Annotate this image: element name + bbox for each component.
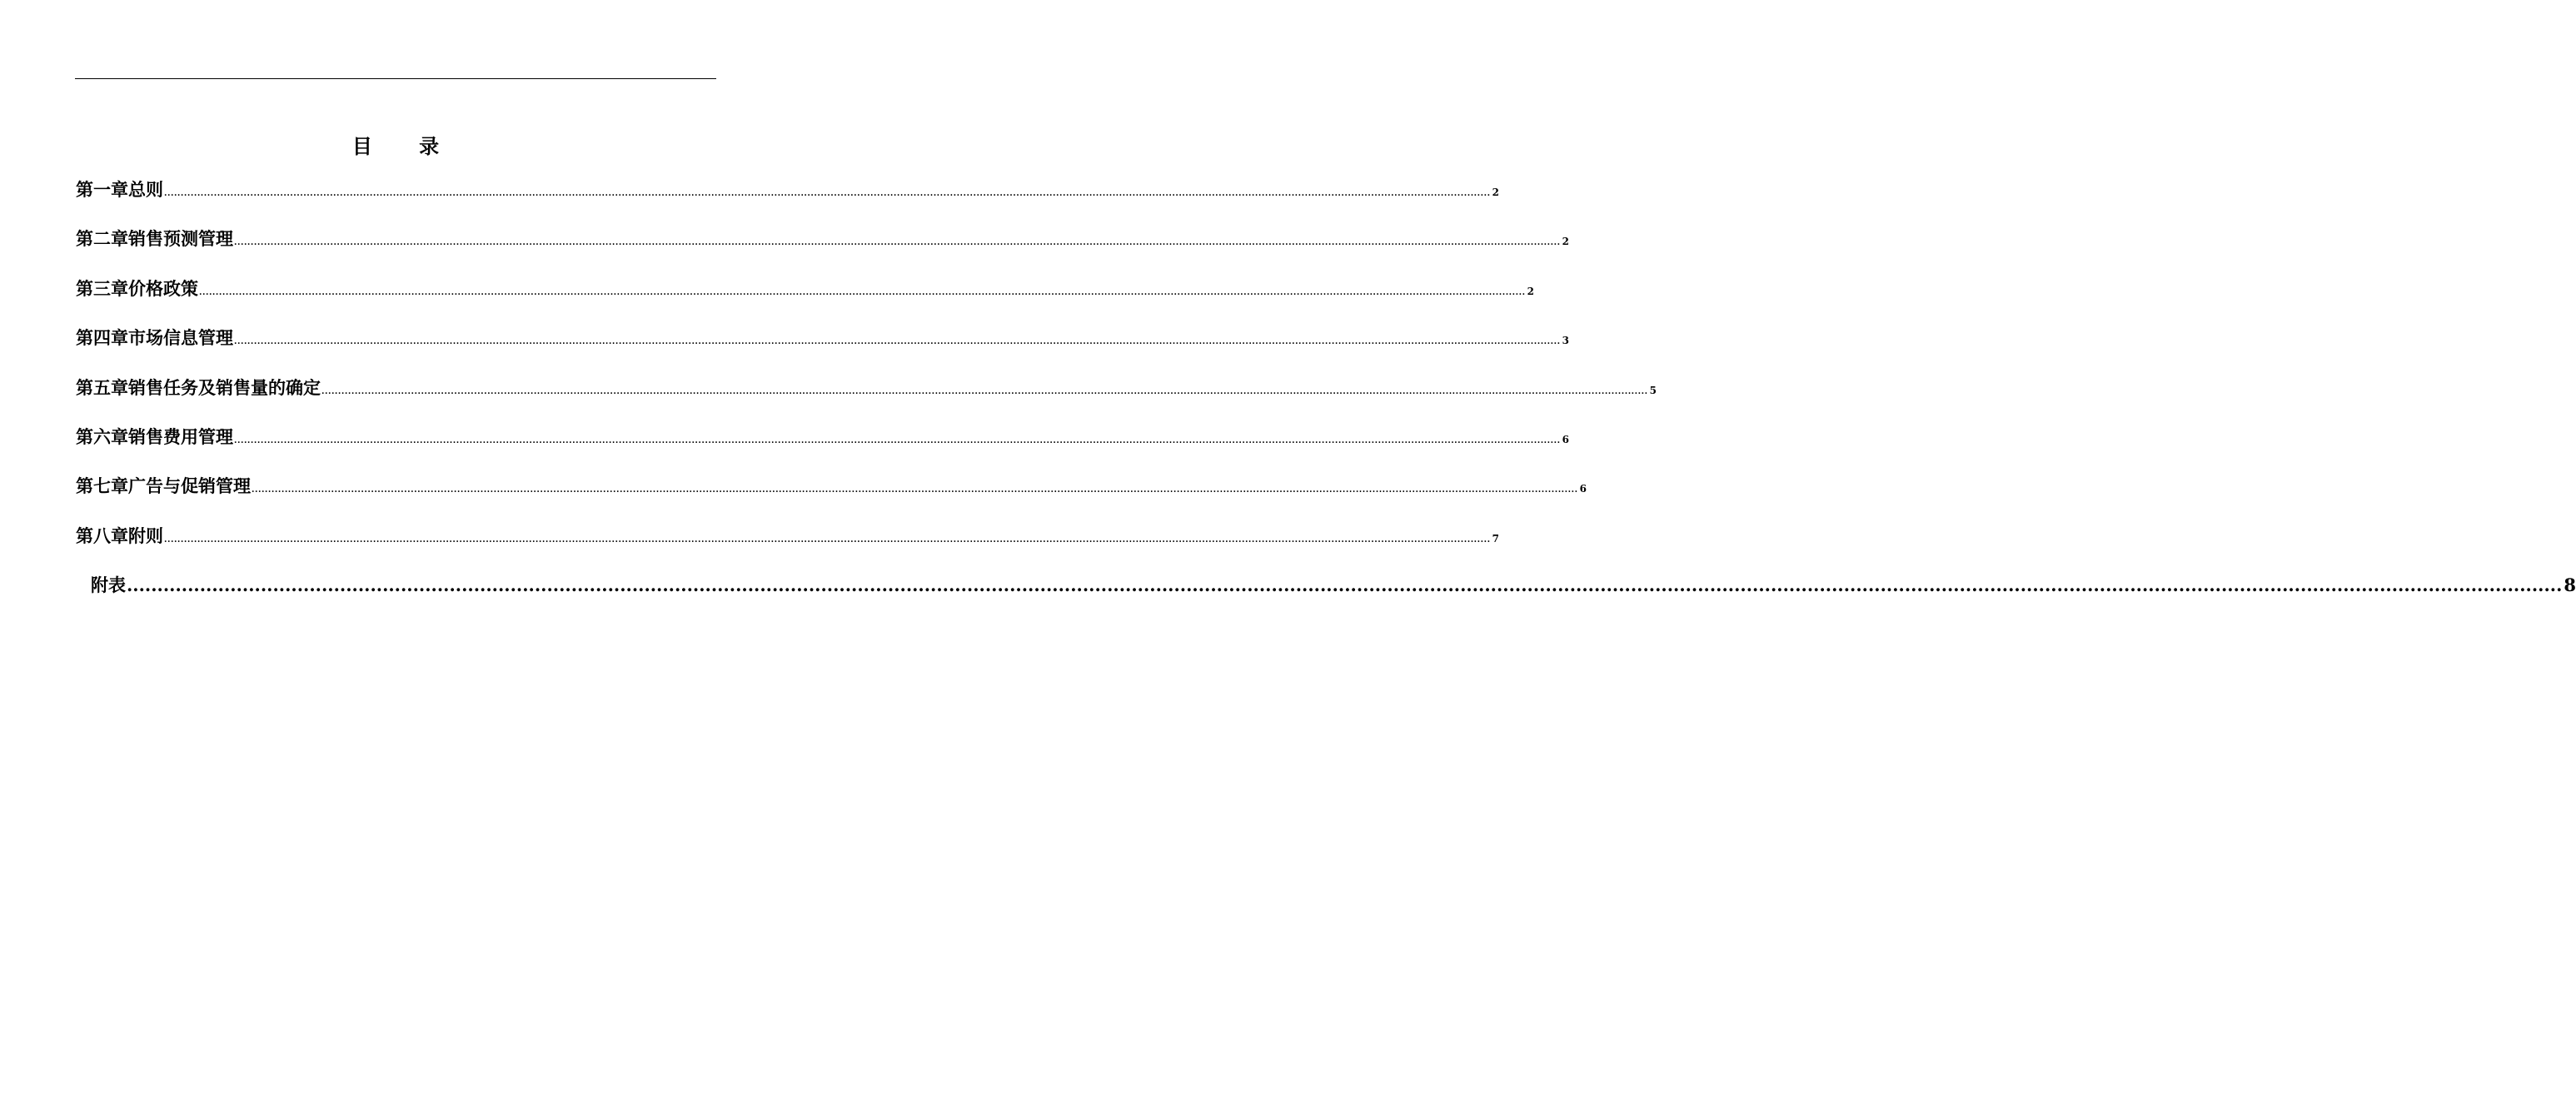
toc-page-number: 2 — [1562, 236, 1569, 248]
toc-appendix-title: 附表 — [91, 574, 126, 596]
toc-chapter-number: 第八章 — [76, 525, 128, 546]
dot-leader: ................................................................................................................................................................................................................................................................................................................................................................................................................ — [199, 287, 1526, 297]
toc-page-number: 2 — [1492, 186, 1499, 198]
toc-chapter-title: 销售预测管理 — [128, 228, 233, 250]
toc-page-number: 8 — [2564, 574, 2576, 596]
table-of-contents — [76, 177, 2576, 622]
dot-leader: ................................................................................................................................................................................................................................................................................................................................................................................................................ — [234, 435, 1561, 445]
toc-chapter-number: 第三章 — [76, 277, 128, 299]
dot-leader: ................................................................................................................................................................................................................................................................................................................................................................................................................ — [234, 337, 1561, 347]
toc-entry[interactable] — [76, 325, 1569, 374]
toc-chapter-number: 第五章 — [76, 376, 128, 398]
toc-page-number: 6 — [1579, 483, 1587, 495]
dot-leader: ................................................................................................................................................................................................................................................................................................................................................................................................................ — [164, 535, 1491, 545]
toc-entry-appendix[interactable] — [76, 572, 2576, 621]
toc-chapter-title: 广告与促销管理 — [128, 475, 251, 497]
toc-chapter-number: 第四章 — [76, 327, 128, 349]
toc-page-number: 3 — [1562, 335, 1569, 347]
toc-chapter-number: 第二章 — [76, 228, 128, 250]
toc-chapter-number: 第六章 — [76, 425, 128, 447]
toc-chapter-title: 市场信息管理 — [128, 327, 233, 349]
dot-leader: ................................................................................................................................................................................................................................................................................................................................................................................................................ — [252, 485, 1578, 495]
toc-entry[interactable] — [76, 424, 1569, 473]
toc-entry[interactable] — [76, 473, 1587, 522]
toc-entry[interactable] — [76, 177, 1499, 226]
toc-title: 目 录 — [351, 134, 460, 158]
dot-leader: ................................................................................................................................................................................................................................................................................................................................................................................................................ — [164, 189, 1491, 198]
dot-leader: ................................................................................................................................................................................................................................................................................................................................................................................................................ — [321, 386, 1648, 396]
toc-chapter-number: 第七章 — [76, 475, 128, 497]
toc-chapter-title: 销售费用管理 — [128, 425, 233, 447]
toc-page-number: 5 — [1649, 384, 1657, 396]
toc-chapter-title: 总则 — [128, 179, 163, 200]
toc-page-number: 2 — [1527, 285, 1534, 297]
toc-page-number: 6 — [1562, 433, 1569, 445]
toc-entry[interactable] — [76, 375, 1657, 424]
toc-page-number: 7 — [1492, 532, 1499, 545]
toc-chapter-number: 第一章 — [76, 179, 128, 200]
toc-entry[interactable] — [76, 523, 1499, 572]
dot-leader: ................................................................................................................................................................................................................................................................................................................................................................................................................ — [234, 238, 1561, 248]
dot-leader: ................................................................................................................................................................................................................................................................................................................................................................................................................ — [127, 574, 2563, 596]
toc-chapter-title: 价格政策 — [128, 277, 198, 299]
toc-chapter-title: 附则 — [128, 525, 163, 546]
toc-entry[interactable] — [76, 226, 1569, 275]
header-rule — [75, 78, 716, 79]
toc-entry[interactable] — [76, 276, 1534, 325]
toc-chapter-title: 销售任务及销售量的确定 — [128, 376, 321, 398]
